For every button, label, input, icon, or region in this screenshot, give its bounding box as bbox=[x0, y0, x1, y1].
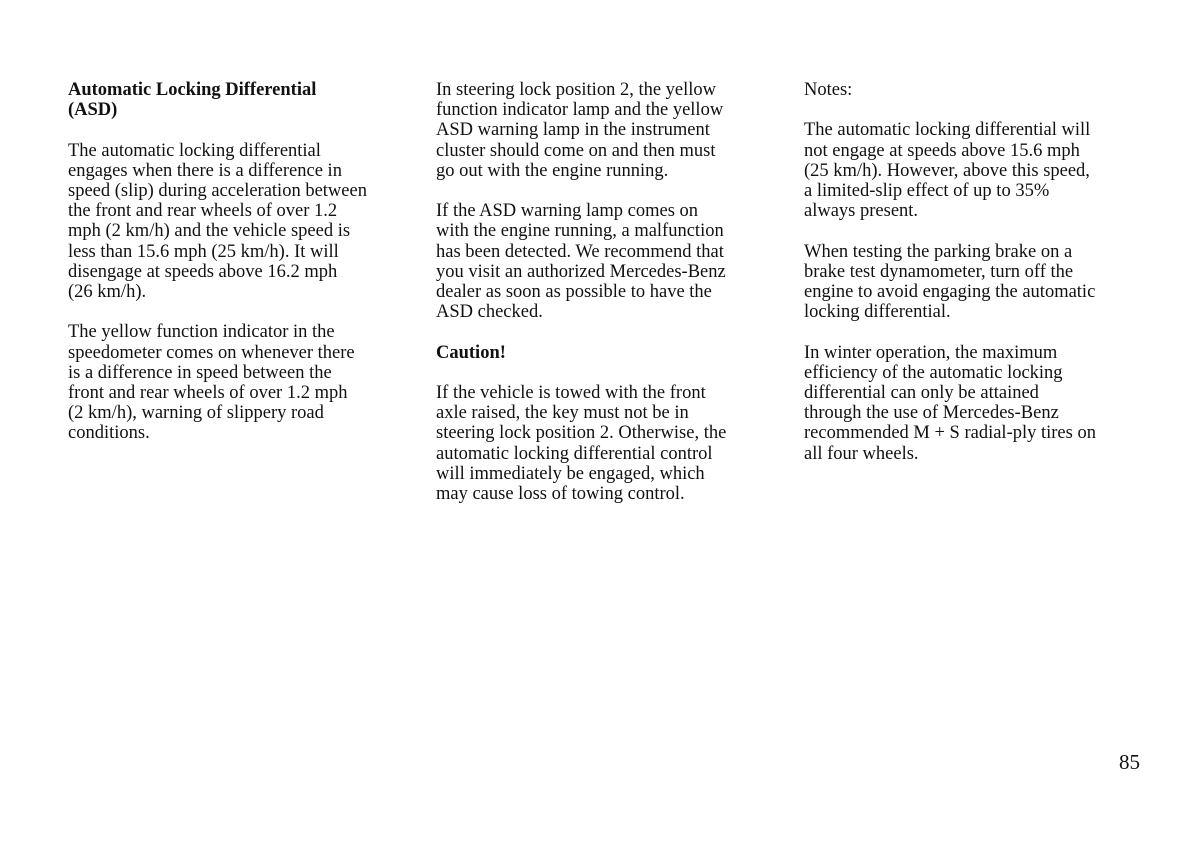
notes-label: Notes: bbox=[804, 80, 853, 100]
steering-lock-paragraph: In steering lock position 2, the yellow function indicator lamp and the yellow ASD warning lamp in the instrument cluster should come on and then must go out with the engine running. bbox=[436, 80, 724, 181]
column-middle bbox=[436, 80, 776, 524]
limited-slip-note: The automatic locking differential will not engage at speeds above 15.6 mph (25 km/h). However, above this speed, a limited-slip effect of up to 35% always present. bbox=[804, 120, 1091, 222]
function-indicator-paragraph: The yellow function indicator in the speedometer comes on whenever there is a difference in speed between the front and rear wheels of over 1.2 mph (2 km/h), warning of slippery road conditions. bbox=[68, 322, 355, 444]
asd-engagement-paragraph: The automatic locking differential engages when there is a difference in speed (slip) during acceleration between the front and rear wheels of over 1.2 mph (2 km/h) and the vehicle speed is less than 15.6 mph (25 km/h). It will disengage at speeds above 16.2 mph (26 km/h). bbox=[68, 140, 367, 303]
page-number: 85 bbox=[1119, 750, 1140, 774]
winter-operation-note: In winter operation, the maximum efficiency of the automatic locking differential can only be attained through the use of Mercedes-Benz recommended M + S radial-ply tires on all four wheels. bbox=[804, 342, 1096, 464]
warning-lamp-paragraph: If the ASD warning lamp comes on with the engine running, a malfunction has been detected. We recommend that you visit an authorized Mercedes-Benz dealer as soon as possible to have the ASD checked. bbox=[436, 201, 726, 323]
column-left bbox=[68, 80, 408, 464]
section-heading: Automatic Locking Differential (ASD) bbox=[68, 80, 317, 121]
caution-paragraph: If the vehicle is towed with the front axle raised, the key must not be in steering lock position 2. Otherwise, the automatic locking differential control will immediately be engaged, which may cause loss of towing control. bbox=[436, 383, 727, 505]
column-right bbox=[804, 80, 1144, 484]
parking-brake-note: When testing the parking brake on a brake test dynamometer, turn off the engine to avoid engaging the automatic locking differential. bbox=[804, 241, 1096, 323]
caution-heading: Caution! bbox=[436, 342, 506, 363]
